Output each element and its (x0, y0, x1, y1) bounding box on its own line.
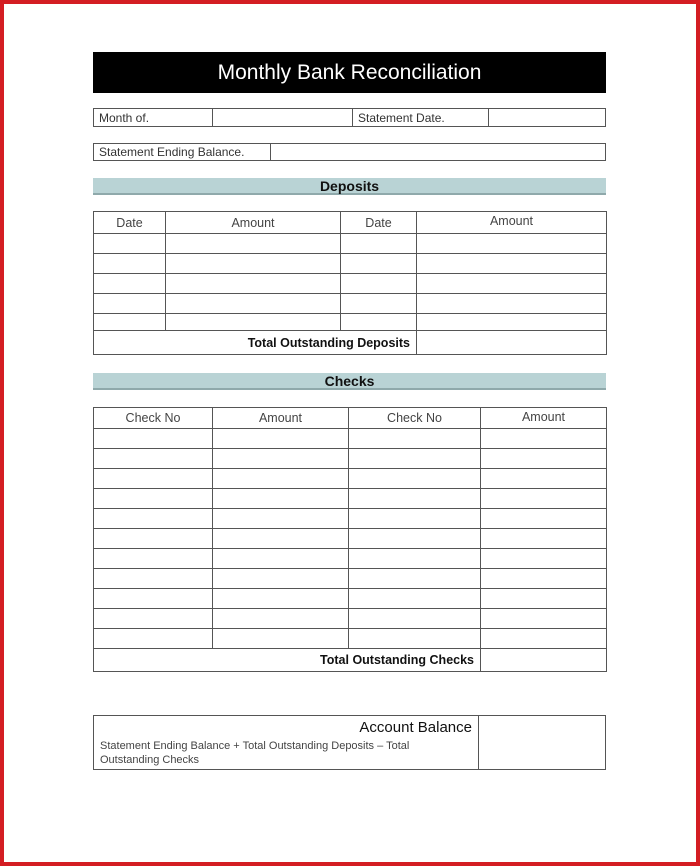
check-amount-cell[interactable] (481, 569, 607, 589)
column-header: Amount (213, 408, 349, 429)
deposit-date-cell[interactable] (94, 274, 166, 294)
column-header: Amount (481, 408, 607, 429)
check-amount-cell[interactable] (481, 589, 607, 609)
check-no-cell[interactable] (94, 529, 213, 549)
total-checks-value[interactable] (481, 649, 607, 672)
check-amount-cell[interactable] (213, 469, 349, 489)
month-label: Month of. (99, 110, 150, 125)
table-row (94, 314, 607, 331)
statement-date-label: Statement Date. (358, 110, 445, 125)
check-no-cell[interactable] (349, 429, 481, 449)
table-row (94, 469, 607, 489)
checks-heading (93, 373, 606, 390)
ending-balance-label: Statement Ending Balance. (99, 145, 245, 159)
column-header: Check No (94, 408, 213, 429)
account-balance-value[interactable] (479, 716, 605, 769)
deposit-amount-cell[interactable] (166, 314, 341, 331)
check-amount-cell[interactable] (213, 489, 349, 509)
deposit-amount-cell[interactable] (417, 254, 607, 274)
check-amount-cell[interactable] (481, 489, 607, 509)
check-no-cell[interactable] (94, 569, 213, 589)
check-amount-cell[interactable] (213, 529, 349, 549)
column-header: Check No (349, 408, 481, 429)
check-amount-cell[interactable] (481, 509, 607, 529)
check-amount-cell[interactable] (213, 609, 349, 629)
deposit-amount-cell[interactable] (166, 254, 341, 274)
deposit-amount-cell[interactable] (417, 234, 607, 254)
month-input[interactable] (213, 109, 352, 126)
total-deposits-value[interactable] (417, 331, 607, 355)
table-row (94, 529, 607, 549)
account-balance-heading: Account Balance (359, 719, 472, 736)
deposits-table (93, 211, 607, 355)
check-amount-cell[interactable] (481, 629, 607, 649)
table-row (94, 589, 607, 609)
check-no-cell[interactable] (349, 529, 481, 549)
account-balance-formula: Statement Ending Balance + Total Outstanding Deposits – Total Outstanding Checks (100, 740, 410, 766)
check-no-cell[interactable] (94, 429, 213, 449)
deposit-date-cell[interactable] (94, 314, 166, 331)
deposit-date-cell[interactable] (341, 294, 417, 314)
check-no-cell[interactable] (349, 629, 481, 649)
checks-heading-text: Checks (324, 372, 375, 389)
check-amount-cell[interactable] (213, 429, 349, 449)
deposit-date-cell[interactable] (341, 274, 417, 294)
deposit-amount-cell[interactable] (166, 274, 341, 294)
check-amount-cell[interactable] (481, 429, 607, 449)
deposit-date-cell[interactable] (341, 254, 417, 274)
checks-table (93, 407, 607, 672)
check-no-cell[interactable] (349, 549, 481, 569)
check-amount-cell[interactable] (213, 629, 349, 649)
check-amount-cell[interactable] (481, 609, 607, 629)
table-row (94, 429, 607, 449)
check-no-cell[interactable] (94, 489, 213, 509)
form-title (93, 52, 606, 93)
check-amount-cell[interactable] (481, 449, 607, 469)
check-amount-cell[interactable] (213, 449, 349, 469)
divider (352, 108, 353, 127)
table-row (94, 569, 607, 589)
check-amount-cell[interactable] (213, 549, 349, 569)
check-amount-cell[interactable] (481, 529, 607, 549)
check-amount-cell[interactable] (213, 589, 349, 609)
check-no-cell[interactable] (94, 509, 213, 529)
check-amount-cell[interactable] (481, 469, 607, 489)
deposits-heading (93, 178, 606, 195)
table-row (94, 549, 607, 569)
ending-balance-input[interactable] (271, 144, 605, 160)
deposits-heading-text: Deposits (319, 177, 380, 194)
table-row (94, 509, 607, 529)
deposit-amount-cell[interactable] (417, 274, 607, 294)
statement-date-input[interactable] (489, 109, 605, 126)
check-no-cell[interactable] (349, 569, 481, 589)
check-no-cell[interactable] (94, 449, 213, 469)
checks-total-row (94, 649, 607, 672)
deposit-amount-cell[interactable] (166, 294, 341, 314)
deposit-amount-cell[interactable] (166, 234, 341, 254)
check-no-cell[interactable] (349, 509, 481, 529)
check-amount-cell[interactable] (213, 509, 349, 529)
column-header: Amount (166, 212, 341, 234)
total-checks-label: Total Outstanding Checks (94, 649, 481, 672)
check-no-cell[interactable] (94, 469, 213, 489)
total-deposits-label: Total Outstanding Deposits (94, 331, 417, 355)
table-row (94, 609, 607, 629)
deposit-amount-cell[interactable] (417, 294, 607, 314)
deposit-date-cell[interactable] (341, 234, 417, 254)
check-no-cell[interactable] (349, 469, 481, 489)
check-no-cell[interactable] (349, 609, 481, 629)
table-row (94, 274, 607, 294)
form-title-text: Monthly Bank Reconciliation (217, 60, 482, 84)
check-amount-cell[interactable] (213, 569, 349, 589)
check-no-cell[interactable] (94, 609, 213, 629)
table-row (94, 234, 607, 254)
table-row (94, 294, 607, 314)
check-no-cell[interactable] (349, 489, 481, 509)
table-row (94, 629, 607, 649)
deposit-date-cell[interactable] (94, 254, 166, 274)
deposit-date-cell[interactable] (341, 314, 417, 331)
deposit-amount-cell[interactable] (417, 314, 607, 331)
deposits-header-row (94, 212, 607, 234)
check-no-cell[interactable] (349, 449, 481, 469)
check-no-cell[interactable] (94, 629, 213, 649)
table-row (94, 489, 607, 509)
deposits-total-row (94, 331, 607, 355)
deposit-date-cell[interactable] (94, 234, 166, 254)
deposit-date-cell[interactable] (94, 294, 166, 314)
account-balance-box (93, 715, 606, 770)
check-amount-cell[interactable] (481, 549, 607, 569)
column-header: Date (94, 212, 166, 234)
table-row (94, 254, 607, 274)
table-row (94, 449, 607, 469)
column-header: Date (341, 212, 417, 234)
check-no-cell[interactable] (349, 589, 481, 609)
checks-header-row (94, 408, 607, 429)
column-header: Amount (417, 212, 607, 234)
check-no-cell[interactable] (94, 549, 213, 569)
check-no-cell[interactable] (94, 589, 213, 609)
